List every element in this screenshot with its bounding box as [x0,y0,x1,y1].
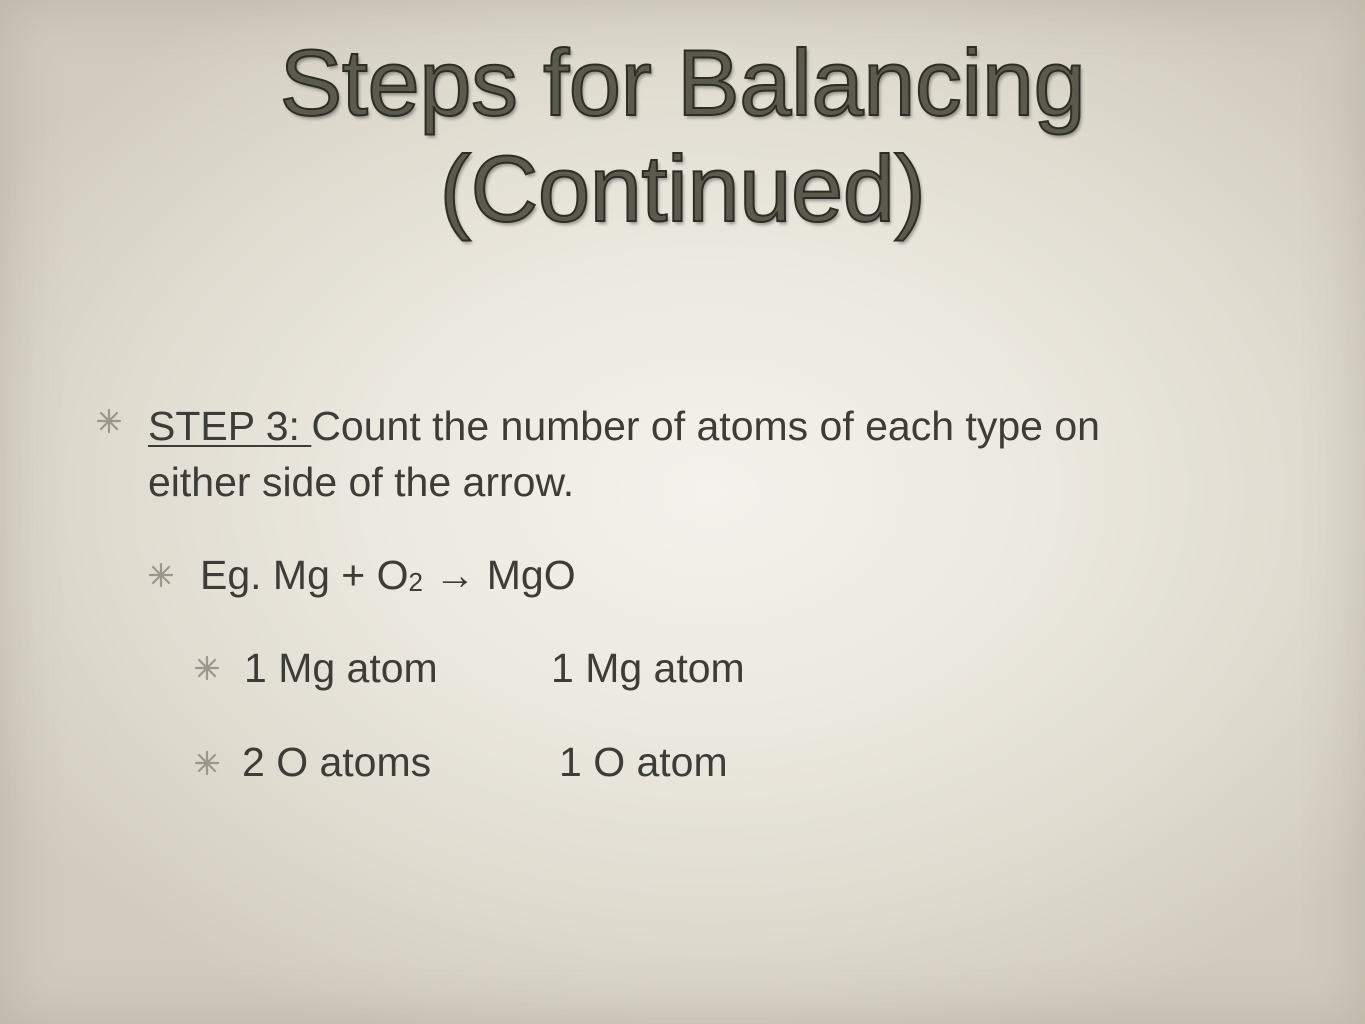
row-1-right: 1 Mg atom [551,645,745,691]
asterisk-bullet-icon [194,655,220,681]
asterisk-bullet-icon [96,408,122,434]
row-2-left: 2 O atoms [242,739,432,785]
equation-suffix: → MgO [422,552,576,598]
equation-subscript: 2 [408,567,423,597]
example-equation [200,550,576,600]
step-3-label: STEP 3: [148,403,312,449]
equation-prefix: Eg. Mg + O [200,552,409,598]
row-1-left: 1 Mg atom [244,645,438,691]
slide-title [0,30,1365,242]
step-3-text-line-2: either side of the arrow. [148,459,575,505]
step-3-bullet [148,398,1100,510]
title-line-1: Steps for Balancing [279,30,1086,135]
title-line-2: (Continued) [439,136,926,241]
asterisk-bullet-icon [148,562,174,588]
row-2-right: 1 O atom [559,739,728,785]
asterisk-bullet-icon [194,750,220,776]
step-3-text-line-1: Count the number of atoms of each type on [311,403,1100,449]
